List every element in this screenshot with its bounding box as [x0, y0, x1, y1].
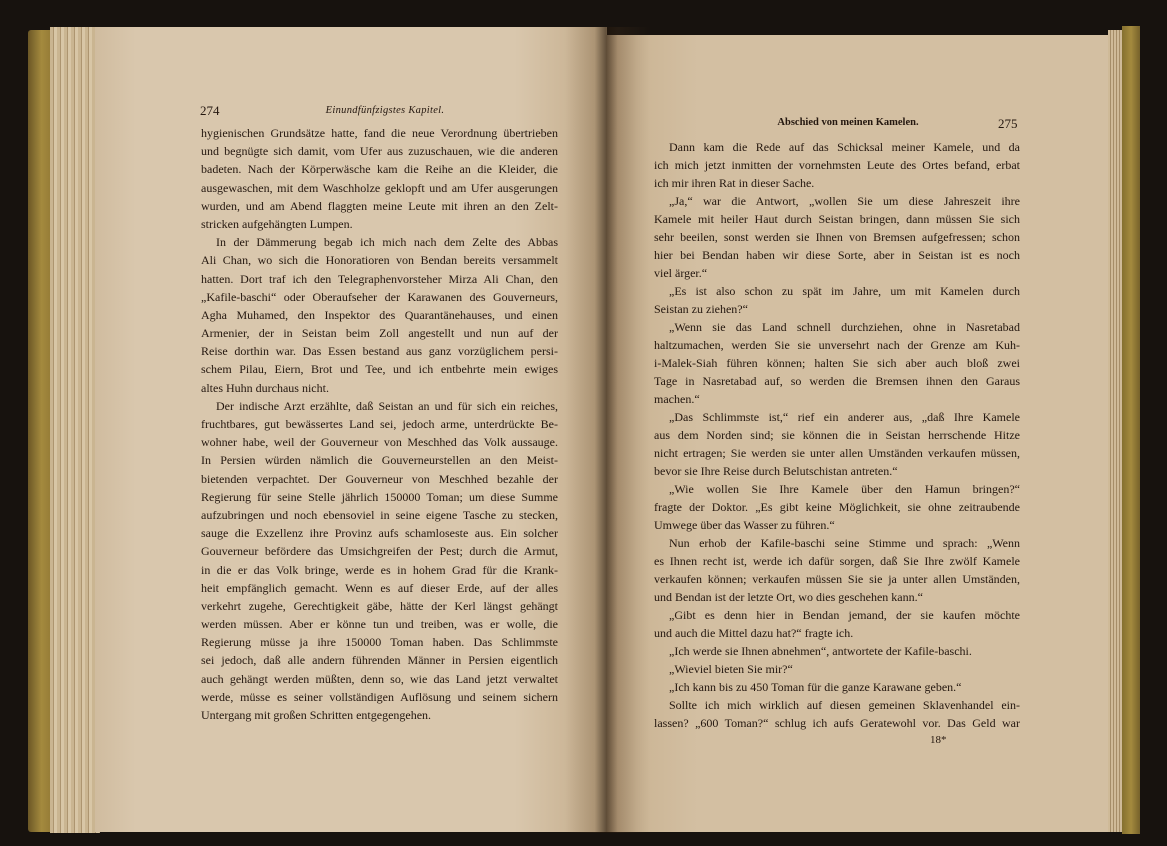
paragraph	[654, 408, 1020, 480]
paragraph	[654, 318, 1020, 408]
text-line: sei jedoch, daß alle andern führenden Männer in Persien eigentlich	[201, 653, 558, 668]
text-line: „Das Schlimmste ist,“ rief ein anderer aus, „daß Ihre Kamele	[669, 410, 1020, 424]
text-line: Regierung müsse ja ihre 150000 Toman haben. Das Schlimmste	[201, 635, 558, 650]
text-line: bevor sie Ihre Reise durch Belutschistan antreten.“	[654, 464, 898, 478]
running-head-right: Abschied von meinen Kamelen.	[777, 117, 919, 128]
paragraph	[654, 480, 1020, 534]
paragraph	[201, 124, 558, 233]
text-line: und Bendan ist der letzte Ort, wo dies geschehen kann.“	[654, 590, 923, 604]
text-line: Ali Chan, wo sich die Honoratioren von Bendan bereits versammelt	[201, 253, 558, 268]
paragraph	[654, 660, 1020, 678]
text-line: Untergang mit großen Schritten entgegengehen.	[201, 708, 432, 722]
paragraph	[654, 696, 1020, 732]
paragraph	[654, 606, 1020, 642]
text-line: fragte der Doktor. „Es gibt keine Möglichkeit, sie ohne zeitraubende	[654, 500, 1020, 514]
paragraph	[201, 233, 558, 397]
text-line: sehr beeilen, sonst werden sie Ihnen von Bremsen aufgefressen; schon	[654, 230, 1020, 244]
page-number-right: 275	[998, 116, 1018, 131]
signature-mark: 18*	[930, 734, 947, 746]
text-line: Regierung für seine Stelle jährlich 150000 Toman; um diese Summe	[201, 489, 558, 504]
text-line: werden müssen. Aber er könne tun und treiben, was er wolle, die	[201, 617, 558, 632]
text-line: Reise dorthin war. Das Essen bestand aus ganz vorzüglichem persi-	[201, 344, 558, 359]
text-line: hygienischen Grundsätze hatte, fand die neue Verordnung übertrieben	[201, 126, 558, 140]
text-line: werde, müsse es seiner vollständigen Auflösung und seinem sichern	[201, 689, 558, 704]
text-line: „Ja,“ war die Antwort, „wollen Sie um diese Jahreszeit ihre	[669, 194, 1020, 208]
paragraph	[654, 534, 1020, 606]
text-line: „Ich werde sie Ihnen abnehmen“, antwortete der Kafile-baschi.	[669, 644, 972, 658]
text-line: Sollte ich mich wirklich auf diesen gemeinen Sklavenhandel ein-	[669, 698, 1020, 712]
text-line: machen.“	[654, 392, 700, 406]
text-line: Armenier, der in Seistan beim Zoll angestellt und nun auf der	[201, 326, 558, 341]
text-line: Nun erhob der Kafile-baschi seine Stimme und sprach: „Wenn	[669, 536, 1020, 550]
text-line: hatten. Dort traf ich den Telegraphenvorsteher Mirza Ali Chan, den	[201, 271, 558, 286]
text-line: und auch die Mittel dazu hat?“ fragte ich.	[654, 626, 854, 640]
text-line: „Wieviel bieten Sie mir?“	[669, 662, 793, 676]
text-line: in die er das Volk bringe, werde es in hohem Grad für die Krank-	[201, 562, 558, 577]
right-cover-edge	[1122, 26, 1140, 834]
text-line: ich mir ihren Rat in dieser Sache.	[654, 176, 815, 190]
text-line: Der indische Arzt erzählte, daß Seistan an und für sich ein reiches,	[216, 398, 558, 413]
text-line: Dann kam die Rede auf das Schicksal meiner Kamele, und da	[669, 140, 1020, 154]
text-line: i-Malek-Siah führen können; halten Sie sich aber auch bloß zwei	[654, 356, 1020, 370]
text-line: Tage in Nasretabad auf, so werden die Bremsen ihnen den Garaus	[654, 374, 1020, 388]
text-line: Kamele mit heiler Haut durch Seistan bringen, dann müssen Sie sich	[654, 212, 1020, 226]
text-line: „Es ist also schon zu spät im Jahre, um mit Kamelen durch	[669, 284, 1020, 298]
text-line: ausgewaschen, mit dem Waschholze geklopft und am Ufer ausgerungen	[201, 180, 558, 195]
text-line: fruchtbares, gut bewässertes Land sei, jedoch arme, unterdrückte Be-	[201, 417, 558, 431]
text-line: Seistan zu ziehen?“	[654, 302, 748, 316]
text-line: es Ihnen recht ist, werde ich dafür sorgen, daß Sie Ihre zwölf Kamele	[654, 554, 1020, 568]
text-line: „Wie wollen Sie Ihre Kamele über den Hamun bringen?“	[669, 482, 1020, 496]
text-line: „Ich kann bis zu 450 Toman für die ganze Karawane geben.“	[669, 680, 962, 694]
paragraph	[654, 642, 1020, 660]
text-line: verkehrt zugehe, Gerechtigkeit gäbe, hätte der Kerl längst gehängt	[201, 598, 558, 613]
text-line: Gouverneur befördere das Umsichgreifen der Pest; durch die Armut,	[201, 544, 558, 559]
text-line: schem Pilau, Eiern, Brot und Tee, und ich entbehrte mein ewiges	[201, 362, 558, 377]
text-line: hier bei Bendan haben wir diese Sorte, aber in Seistan ist es noch	[654, 248, 1020, 262]
paragraph	[654, 282, 1020, 318]
page-number-left: 274	[200, 103, 220, 118]
text-line: wohner habe, weil der Gouverneur von Meschhed das Volk aussauge.	[201, 435, 558, 450]
paragraph	[654, 138, 1020, 192]
right-text-block	[654, 138, 1020, 732]
text-line: badeten. Nach der Körperwäsche kam die Reihe an die Kleider, die	[201, 162, 558, 177]
text-line: haltzumachen, werden Sie sie unversehrt nach der Grenze am Kuh-	[654, 338, 1020, 352]
paragraph	[654, 192, 1020, 282]
gutter-shadow	[565, 27, 650, 833]
paragraph	[654, 678, 1020, 696]
text-line: nicht ertragen; Sie werden sie unter allen Umständen verkaufen müssen,	[654, 446, 1020, 460]
text-line: aufzubringen und noch ebensoviel in seine eigene Tasche zu stecken,	[201, 507, 558, 522]
text-line: „Wenn sie das Land schnell durchziehen, ohne in Nasretabad	[669, 320, 1020, 334]
left-page-stack	[50, 27, 100, 833]
text-line: lassen? „600 Toman?“ schlug ich aufs Geratewohl vor. Das Geld war	[654, 716, 1020, 730]
text-line: auch gehängt werden müßten, denn so, wie das Land jetzt verwaltet	[201, 671, 558, 686]
left-text-block	[201, 124, 558, 724]
text-line: „Kafile-baschi“ oder Oberaufseher der Karawanen des Gouverneurs,	[201, 289, 558, 304]
text-line: wurden, und am Abend flaggten meine Leute mit ihren an den Zelt-	[201, 198, 558, 213]
text-line: verkaufen können; verkaufen müssen Sie sie ja unter allen Umständen,	[654, 572, 1020, 586]
running-head-left: Einundfünfzigstes Kapitel.	[325, 105, 445, 116]
text-line: Umwege über das Wasser zu führen.“	[654, 518, 835, 532]
text-line: viel ärger.“	[654, 266, 708, 280]
text-line: bietenden verpachtet. Der Gouverneur von Meschhed bezahle der	[201, 471, 558, 486]
text-line: heit empfänglich gemacht. Wenn es auf dieser Erde, auf der alles	[201, 580, 558, 595]
text-line: sauge die Exzellenz ihre Provinz aufs schamloseste aus. Ein solcher	[201, 526, 558, 541]
text-line: altes Huhn durchaus nicht.	[201, 380, 329, 395]
text-line: „Gibt es denn hier in Bendan jemand, der sie kaufen möchte	[669, 608, 1020, 622]
text-line: aus dem Norden sind; sie können die in Seistan herrschende Hitze	[654, 428, 1020, 442]
text-line: ich mich jetzt inmitten der vornehmsten Leute des Ortes befand, erbat	[654, 158, 1020, 172]
paragraph	[201, 397, 558, 724]
text-line: und begnügte sich damit, vom Ufer aus zuzuschauen, wie die anderen	[201, 144, 558, 159]
text-line: stricken aufgehängten Lumpen.	[201, 216, 353, 231]
text-line: In der Dämmerung begab ich mich nach dem Zelte des Abbas	[216, 235, 558, 250]
text-line: In Persien würden nämlich die Gouverneurstellen an den Meist-	[201, 453, 558, 468]
text-line: Agha Muhamed, den Inspektor des Quarantänehauses, und einen	[201, 307, 558, 322]
